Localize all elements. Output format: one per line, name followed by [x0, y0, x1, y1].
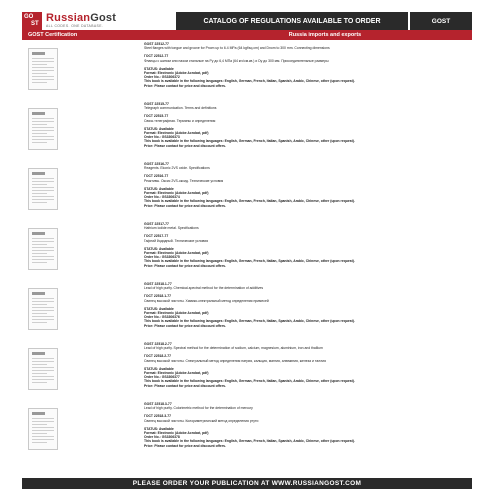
- entry-title-en: Telegraph communication. Terms and definitions: [144, 106, 217, 111]
- entry-title-ru: Связь телеграфная. Термины и определения: [144, 118, 216, 123]
- entry-code-ru: ГОСТ 22518.3-77: [144, 414, 172, 419]
- entry-code-en: GOST 22516-77: [144, 162, 169, 166]
- catalog-title: CATALOG OF REGULATIONS AVAILABLE TO ORDER: [176, 12, 408, 30]
- entry-code-en: GOST 22518.3-77: [144, 402, 172, 406]
- entry-text: [144, 342, 470, 388]
- entry-price: Price: Please contact for price and discount offers.: [144, 263, 226, 268]
- subbar-right: Russia imports and exports: [288, 32, 362, 38]
- entry-languages: This book is available in the following languages: English, German, French, Italian, Spanish, Arabic, Chinese, other (upon request).: [144, 439, 355, 444]
- entry-status: STATUS: Available: [144, 66, 174, 71]
- entry-price: Price: Please contact for price and discount offers.: [144, 203, 226, 208]
- brand: [42, 12, 176, 30]
- entry-languages: This book is available in the following languages: English, German, French, Italian, Spanish, Arabic, Chinese, other (upon request).: [144, 199, 355, 204]
- entry-format: Format: Electronic (Adobe Acrobat, pdf): [144, 191, 209, 196]
- entry-price: Price: Please contact for price and discount offers.: [144, 143, 226, 148]
- document-thumbnail[interactable]: [28, 228, 58, 270]
- entry-code-ru: ГОСТ 22516-77: [144, 174, 169, 179]
- entry-text: [144, 222, 470, 268]
- entry-title-en: Lead of high purity. Colorimetric method for the determination of mercury: [144, 406, 253, 411]
- entry-languages: This book is available in the following languages: English, German, French, Italian, Spanish, Arabic, Chinese, other (upon request).: [144, 79, 355, 84]
- entry-code-en: GOST 22515-77: [144, 102, 169, 106]
- entry-code-en: GOST 22518.2-77: [144, 342, 172, 346]
- brand-name-part2: Gost: [90, 12, 117, 24]
- entry-text: [144, 162, 470, 208]
- entry-title-en: Lead of high purity. Chemical-spectral method for the determination of additives: [144, 286, 264, 291]
- brand-tagline: ALL CODES. ONE DATABASE.: [46, 24, 104, 28]
- entry-title-ru: Свинец высокой чистоты. Спектральный метод определения натрия, кальция, магния, алюминия, железа и таллия: [144, 358, 326, 363]
- entries-list: [22, 42, 472, 474]
- entry-format: Format: Electronic (Adobe Acrobat, pdf): [144, 431, 209, 436]
- entry-text: [144, 42, 470, 88]
- entry-title-ru: Реактивы. Оксис 2VS-оксид. Технические условия: [144, 178, 224, 183]
- entry-code-ru: ГОСТ 22517-77: [144, 234, 169, 239]
- entry-status: STATUS: Available: [144, 306, 174, 311]
- entry-code-en: GOST 22517-77: [144, 222, 169, 226]
- entry-title-en: Hafnium iodide metal. Specifications: [144, 226, 199, 231]
- entry-languages: This book is available in the following languages: English, German, French, Italian, Spanish, Arabic, Chinese, other (upon request).: [144, 379, 355, 384]
- entry-format: Format: Electronic (Adobe Acrobat, pdf): [144, 71, 209, 76]
- document-thumbnail[interactable]: [28, 168, 58, 210]
- brand-name: [46, 12, 176, 24]
- entry-title-en: Lead of high purity. Spectral method for the determination of sodium, calcium, magnesium, aluminium, iron and thallium: [144, 346, 323, 351]
- entry-order-number: Order No.: GS3306376: [144, 315, 180, 320]
- entry-title-ru: Свинец высокой чистоты. Химико-спектральный метод определения примесей: [144, 298, 269, 303]
- entry-code-ru: ГОСТ 22515-77: [144, 114, 169, 119]
- entry-price: Price: Please contact for price and discount offers.: [144, 443, 226, 448]
- entry-title-ru: Свинец высокой чистоты. Колориметрический метод определения ртути: [144, 418, 259, 423]
- entry-order-number: Order No.: GS3306378: [144, 435, 180, 440]
- document-thumbnail[interactable]: [28, 408, 58, 450]
- logo-icon: GO ST: [22, 12, 42, 30]
- document-thumbnail[interactable]: [28, 48, 58, 90]
- entry-format: Format: Electronic (Adobe Acrobat, pdf): [144, 131, 209, 136]
- entry-languages: This book is available in the following languages: English, German, French, Italian, Spanish, Arabic, Chinese, other (upon request).: [144, 259, 355, 264]
- entry-code-ru: ГОСТ 22512-77: [144, 54, 169, 59]
- entry-title-en: Reagents. Ekonic 2VS oxide. Specifications: [144, 166, 210, 171]
- entry-order-number: Order No.: GS3306377: [144, 375, 180, 380]
- entry-price: Price: Please contact for price and discount offers.: [144, 383, 226, 388]
- entry-code-en: GOST 22512-77: [144, 42, 169, 46]
- entry-status: STATUS: Available: [144, 366, 174, 371]
- entry-text: [144, 402, 470, 448]
- entry-order-number: Order No.: GS3306374: [144, 195, 180, 200]
- entry-price: Price: Please contact for price and discount offers.: [144, 323, 226, 328]
- gost-tab[interactable]: GOST: [410, 12, 472, 30]
- entry-languages: This book is available in the following languages: English, German, French, Italian, Spanish, Arabic, Chinese, other (upon request).: [144, 319, 355, 324]
- entry-status: STATUS: Available: [144, 126, 174, 131]
- brand-name-part1: Russian: [46, 12, 91, 24]
- document-thumbnail[interactable]: [28, 108, 58, 150]
- entry-status: STATUS: Available: [144, 186, 174, 191]
- entry-format: Format: Electronic (Adobe Acrobat, pdf): [144, 311, 209, 316]
- entry-order-number: Order No.: GS3306373: [144, 135, 180, 140]
- entry-price: Price: Please contact for price and discount offers.: [144, 83, 226, 88]
- entry-format: Format: Electronic (Adobe Acrobat, pdf): [144, 371, 209, 376]
- entry-languages: This book is available in the following languages: English, German, French, Italian, Spanish, Arabic, Chinese, other (upon request).: [144, 139, 355, 144]
- subbar-left: GOST Certification: [28, 32, 78, 38]
- entry-status: STATUS: Available: [144, 246, 174, 251]
- subbar: [22, 30, 472, 40]
- document-thumbnail[interactable]: [28, 348, 58, 390]
- entry-status: STATUS: Available: [144, 426, 174, 431]
- footer-order-link[interactable]: PLEASE ORDER YOUR PUBLICATION AT WWW.RUSSIANGOST.COM: [22, 478, 472, 489]
- entry-text: [144, 102, 470, 148]
- entry-code-ru: ГОСТ 22518.2-77: [144, 354, 172, 359]
- entry-title-ru: Фланцы с шипом или пазом стальные на Py до 6,4 МПа (64 кгс/см.кв.) и Dy до 300 мм. Присоединительные размеры: [144, 58, 329, 63]
- entry-title-en: Steel flanges with tongue and groove for Pnom up to 6.4 MPa (64 kgf/sq.cm) and Dnom to 300 mm. Connecting dimensions: [144, 46, 330, 51]
- entry-format: Format: Electronic (Adobe Acrobat, pdf): [144, 251, 209, 256]
- document-thumbnail[interactable]: [28, 288, 58, 330]
- header: [22, 12, 472, 30]
- entry-code-en: GOST 22518.1-77: [144, 282, 172, 286]
- entry-text: [144, 282, 470, 328]
- entry-order-number: Order No.: GS3306372: [144, 75, 180, 80]
- entry-order-number: Order No.: GS3306375: [144, 255, 180, 260]
- entry-code-ru: ГОСТ 22518.1-77: [144, 294, 172, 299]
- entry-title-ru: Гафний йодидный. Технические условия: [144, 238, 209, 243]
